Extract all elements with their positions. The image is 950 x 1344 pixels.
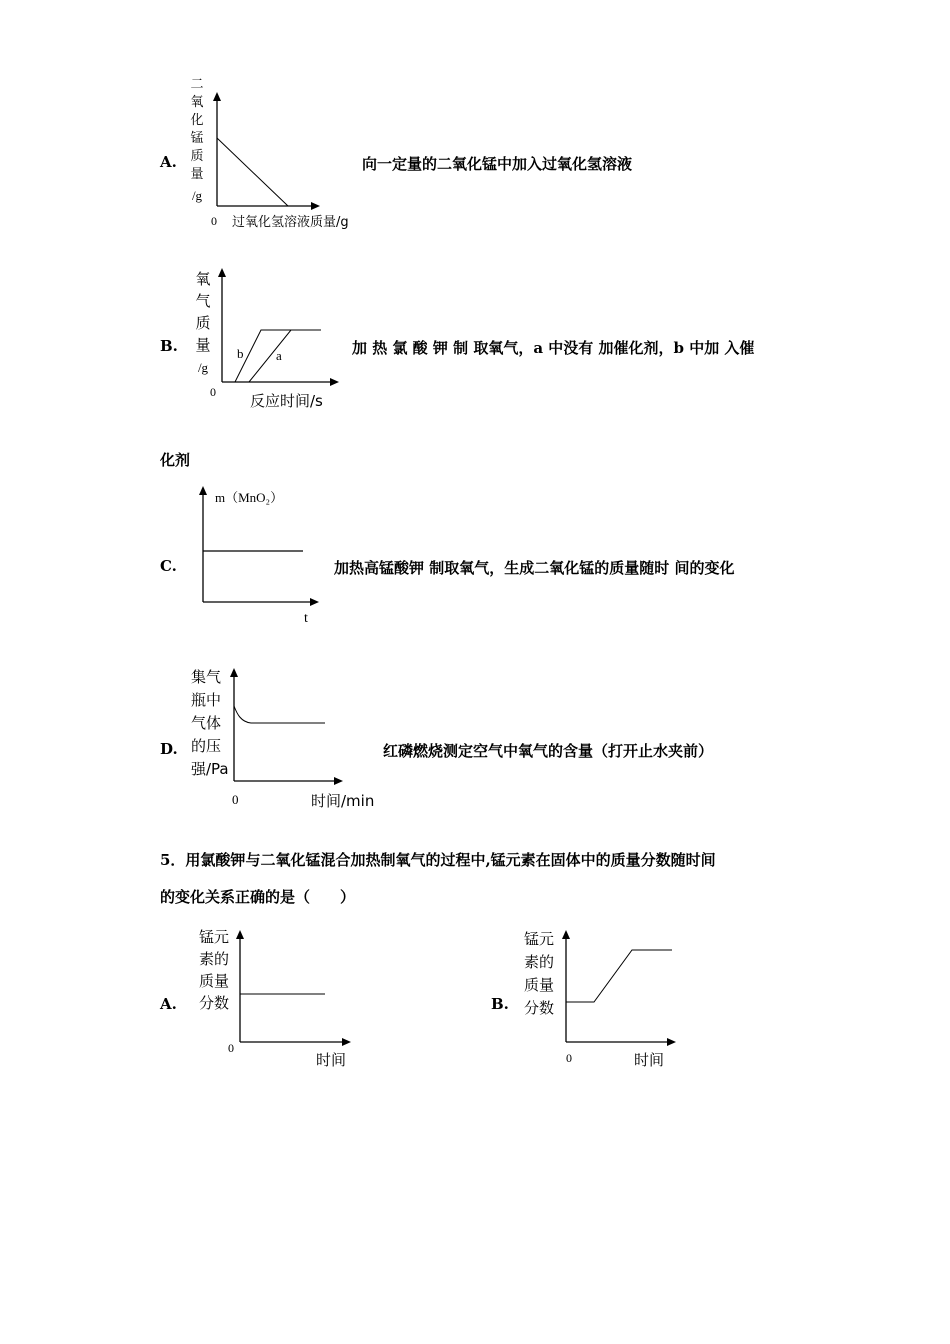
option-b-ylabel bbox=[195, 270, 210, 375]
q5-option-a-ylabel bbox=[199, 928, 229, 1012]
x-axis-arrow bbox=[311, 202, 320, 210]
option-a-ylabel-char: 二 bbox=[190, 77, 204, 92]
option-d-ylabel-line: 瓶中 bbox=[191, 691, 222, 709]
x-axis-label: 反应时间/s bbox=[250, 392, 323, 410]
option-a-label: A. bbox=[160, 153, 177, 171]
option-d-ylabel bbox=[191, 668, 229, 778]
option-b-chart bbox=[185, 262, 355, 412]
option-a-ylabel-char: 锰 bbox=[190, 131, 204, 146]
x-axis-arrow bbox=[342, 1038, 351, 1046]
series-label-b: b bbox=[237, 346, 244, 361]
y-axis-arrow bbox=[236, 930, 244, 939]
q5-option-a-label: A. bbox=[160, 995, 177, 1013]
option-a-chart bbox=[180, 74, 380, 234]
option-d-label: D. bbox=[160, 740, 178, 758]
q5-option-b-ylabel-line: 素的 bbox=[524, 953, 555, 971]
question-5-line1: 5．用氯酸钾与二氧化锰混合加热制氧气的过程中,锰元素在固体中的质量分数随时间 bbox=[160, 851, 716, 869]
option-a-ylabel-char: /g bbox=[191, 188, 203, 203]
x-axis-arrow bbox=[334, 777, 343, 785]
q5-option-b-ylabel-line: 分数 bbox=[524, 999, 555, 1017]
q5-option-b-ylabel bbox=[524, 930, 554, 1017]
option-b-description: 加 热 氯 酸 钾 制 取氧气，a 中没有 加催化剂，b 中加 入催 bbox=[352, 339, 755, 357]
origin-label: 0 bbox=[211, 214, 217, 228]
q5-option-a-ylabel-line: 分数 bbox=[199, 994, 230, 1012]
option-a-description: 向一定量的二氧化锰中加入过氧化氢溶液 bbox=[362, 155, 633, 173]
y-axis-arrow bbox=[218, 268, 226, 277]
y-axis-label: m（MnO₂） bbox=[215, 490, 284, 505]
series-line-mn-fraction bbox=[566, 950, 672, 1002]
option-b-ylabel-char: 气 bbox=[195, 292, 211, 310]
option-b-label: B. bbox=[160, 337, 178, 355]
x-axis-label: t bbox=[304, 611, 308, 626]
origin-label: 0 bbox=[228, 1041, 234, 1055]
q5-option-b-ylabel-line: 锰元 bbox=[524, 930, 555, 948]
option-d-ylabel-line: 集气 bbox=[191, 668, 222, 686]
x-axis-arrow bbox=[667, 1038, 676, 1046]
question-5-line2: 的变化关系正确的是（ ） bbox=[160, 888, 356, 906]
series-line-pressure bbox=[234, 706, 325, 723]
option-d-chart bbox=[185, 662, 395, 812]
option-d-ylabel-line: 气体 bbox=[191, 714, 222, 732]
q5-option-a-ylabel-line: 质量 bbox=[199, 972, 230, 990]
option-d-description: 红磷燃烧测定空气中氧气的含量（打开止水夹前） bbox=[383, 742, 714, 760]
option-c-chart bbox=[195, 480, 335, 630]
q5-option-b-ylabel-line: 质量 bbox=[524, 976, 555, 994]
y-axis-arrow bbox=[562, 930, 570, 939]
option-a-ylabel-char: 量 bbox=[190, 167, 204, 182]
x-axis-arrow bbox=[330, 378, 339, 386]
option-c-description: 加热高锰酸钾 制取氧气，生成二氧化锰的质量随时 间的变化 bbox=[334, 559, 735, 577]
x-axis-label: 时间 bbox=[316, 1051, 347, 1069]
q5-option-b-chart bbox=[520, 922, 690, 1072]
option-b-ylabel-char: 氧 bbox=[195, 270, 211, 288]
option-a-ylabel-char: 化 bbox=[190, 113, 204, 128]
series-label-a: a bbox=[276, 348, 282, 363]
q5-option-a-chart bbox=[195, 922, 365, 1072]
x-axis-label: 时间/min bbox=[311, 792, 375, 810]
y-axis-arrow bbox=[230, 668, 238, 677]
x-axis-arrow bbox=[310, 598, 319, 606]
q5-option-a-ylabel-line: 锰元 bbox=[199, 928, 230, 946]
series-line-mno2 bbox=[217, 138, 288, 206]
q5-option-b-label: B. bbox=[491, 995, 509, 1013]
option-c-label: C. bbox=[160, 557, 177, 575]
origin-label: 0 bbox=[210, 385, 216, 399]
origin-label: 0 bbox=[566, 1051, 572, 1065]
x-axis-label: 时间 bbox=[634, 1051, 665, 1069]
option-b-description-cont: 化剂 bbox=[160, 451, 191, 469]
option-b-ylabel-char: /g bbox=[197, 360, 209, 375]
option-d-ylabel-line: 的压 bbox=[191, 737, 222, 755]
x-axis-label: 过氧化氢溶液质量/g bbox=[232, 215, 349, 230]
origin-label: 0 bbox=[232, 792, 239, 807]
q5-option-a-ylabel-line: 素的 bbox=[199, 950, 230, 968]
option-b-ylabel-char: 质 bbox=[195, 314, 211, 332]
option-a-ylabel-char: 质 bbox=[190, 149, 204, 164]
option-b-ylabel-char: 量 bbox=[195, 336, 211, 354]
y-axis-arrow bbox=[199, 486, 207, 495]
option-a-ylabel bbox=[190, 77, 203, 203]
series-line-a bbox=[249, 330, 321, 382]
y-axis-arrow bbox=[213, 92, 221, 101]
option-d-ylabel-line: 强/Pa bbox=[191, 760, 229, 778]
option-a-ylabel-char: 氧 bbox=[190, 95, 204, 110]
